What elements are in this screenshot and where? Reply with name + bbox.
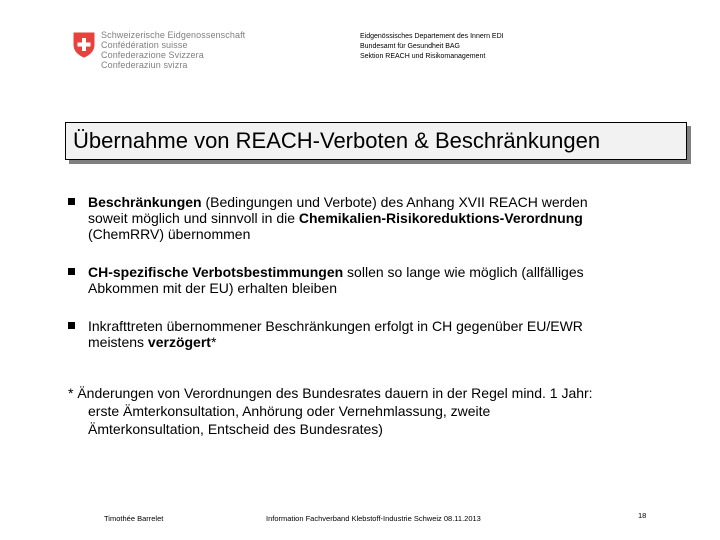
bullet-line [88,334,688,350]
bullet-text: (Bedingungen und Verbote) des Anhang XVII REACH werden [201,194,588,210]
footnote [68,384,698,438]
bullet-item [68,264,688,296]
footnote-line: * Änderungen von Verordnungen des Bundesrates dauern in der Regel mind. 1 Jahr: [68,385,593,401]
bullet-item [68,194,688,242]
agency-line-de: Schweizerische Eidgenossenschaft [101,30,246,40]
agency-line-rm: Confederaziun svizra [101,60,188,70]
page-number: 18 [638,511,647,520]
bullet-line: (ChemRRV) übernommen [88,226,251,242]
bullet-line [88,194,688,210]
footer-event: Information Fachverband Klebstoff-Industrie Schweiz 08.11.2013 [266,514,481,523]
bullet-list [68,194,688,372]
bullet-bold-text: CH-spezifische Verbotsbestimmungen [88,264,344,280]
footnote-marker: * [210,334,217,350]
bullet-bold-text: verzögert [147,334,211,350]
bullet-text: meistens [88,334,148,350]
dept-line-section: Sektion REACH und Risikomanagement [360,53,486,60]
bullet-line [88,210,688,226]
footnote-line: erste Ämterkonsultation, Anhörung oder Vernehmlassung, zweite [88,403,491,419]
dept-line-edi: Eidgenössisches Departement des Innern EDI [360,33,504,40]
bullet-line: Abkommen mit der EU) erhalten bleiben [88,280,338,296]
bullet-line [88,264,688,280]
swiss-cross-logo-icon [72,32,96,58]
agency-line-fr: Confédération suisse [101,40,188,50]
bullet-line: Inkrafttreten übernommener Beschränkungen erfolgt in CH gegenüber EU/EWR [88,318,583,334]
dept-line-bag: Bundesamt für Gesundheit BAG [360,43,460,50]
square-bullet-icon [68,268,75,275]
footer-author: Timothée Barrelet [104,514,164,523]
bullet-bold-text: Beschränkungen [88,194,202,210]
bullet-text: soweit möglich und sinnvoll in die [88,210,299,226]
agency-line-it: Confederazione Svizzera [101,50,204,60]
slide-title: Übernahme von REACH-Verboten & Beschränkungen [73,128,601,153]
bullet-text: sollen so lange wie möglich (allfälliges [343,264,584,280]
department-block [360,32,504,62]
bullet-item [68,318,688,350]
agency-name-block [101,30,245,70]
bullet-bold-text: Chemikalien-Risikoreduktions-Verordnung [298,210,583,226]
square-bullet-icon [68,198,75,205]
footnote-line: Ämterkonsultation, Entscheid des Bundesrates) [88,421,383,437]
square-bullet-icon [68,322,75,329]
